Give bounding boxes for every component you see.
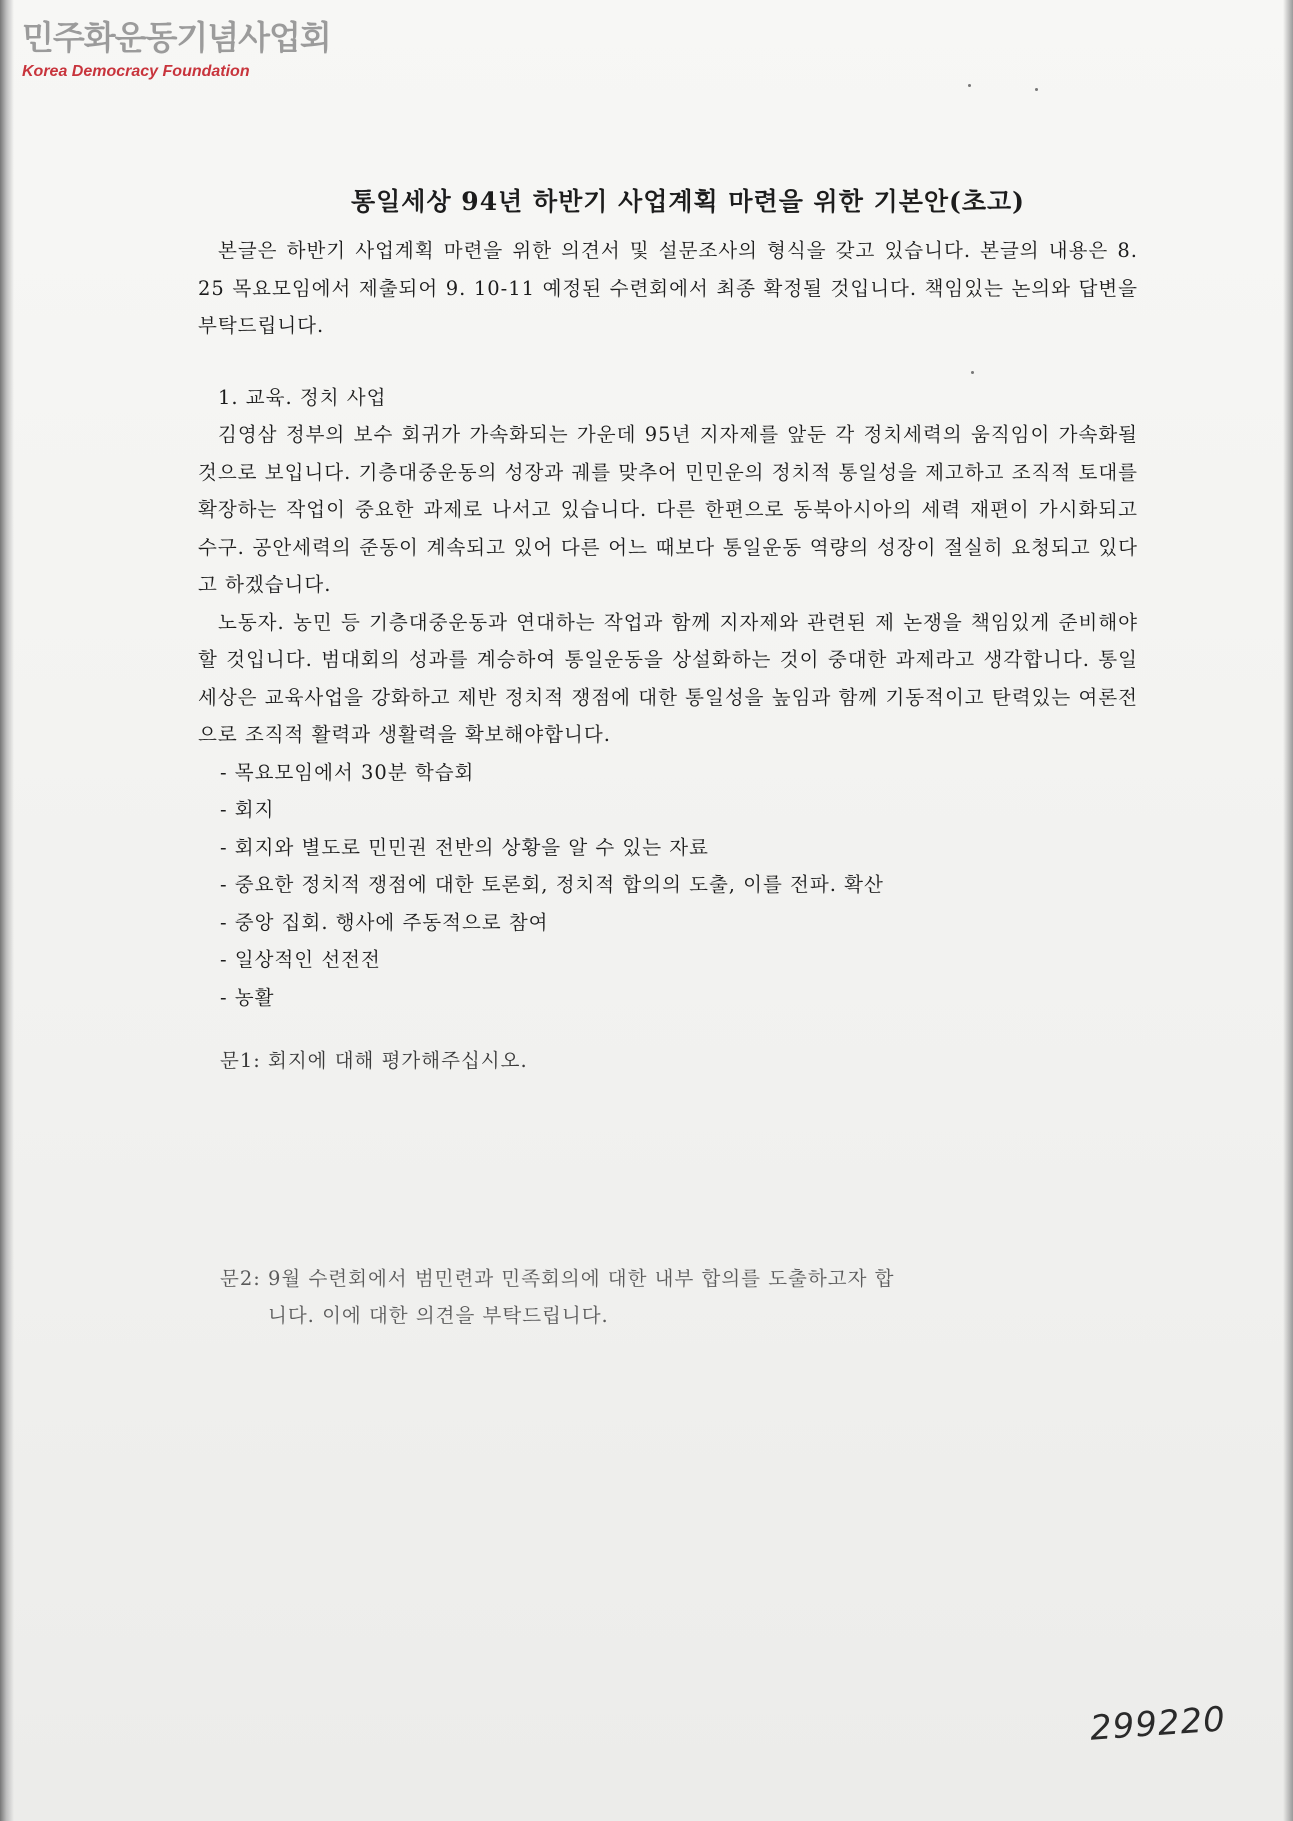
- question-1: 문1: 회지에 대해 평가해주십시오.: [220, 1049, 528, 1072]
- question-2-line-1: 문2: 9월 수련회에서 범민련과 민족회의에 대한 내부 합의를 도출하고자 합: [220, 1266, 895, 1290]
- scan-speck: [1035, 88, 1038, 91]
- section-paragraph-2: 노동자. 농민 등 기층대중운동과 연대하는 작업과 함께 지자제와 관련된 제 논쟁을 책임있게 준비해야 할 것입니다. 범대회의 성과를 계승하여 통일운동을 상설화하는 것이 중대한 과제라고 생각합니다. 통일세상은 교육사업을 강화하고 제반 정치적 쟁점에 대한 통일성을 높임과 함께 기동적이고 탄력있는 여론전으로 조직적 활력과 생활력을 확보해야합니다.: [198, 610, 1138, 746]
- section-heading: 1. 교육. 정치 사업: [218, 385, 387, 409]
- section-paragraph-1: 김영삼 정부의 보수 회귀가 가속화되는 가운데 95년 지자제를 앞둔 각 정치세력의 움직임이 가속화될 것으로 보입니다. 기층대중운동의 성장과 궤를 맞추어 민민운의 정치적 통일성을 제고하고 조직적 토대를 확장하는 작업이 중요한 과제로 나서고 있습니다. 다른 한편으로 동북아시아의 세력 재편이 가시화되고 수구. 공안세력의 준동이 계속되고 있어 다른 어느 때보다 통일운동 역량의 성장이 절실히 요청되고 있다고 하겠습니다.: [198, 423, 1138, 596]
- scan-left-edge-shadow: [0, 0, 14, 1821]
- intro-paragraph: 본글은 하반기 사업계획 마련을 위한 의견서 및 설문조사의 형식을 갖고 있습니다. 본글의 내용은 8. 25 목요모임에서 제출되어 9. 10-11 예정된 수련회에서 최종 확정될 것입니다. 책임있는 논의와 답변을 부탁드립니다.: [198, 239, 1138, 337]
- activity-list: [220, 754, 1138, 1017]
- document-title: 통일세상 94년 하반기 사업계획 마련을 위한 기본안(초고): [351, 187, 1025, 216]
- watermark-korean: 민주화운동기념사업회: [22, 18, 331, 57]
- list-item: - 일상적인 선전전: [220, 948, 381, 971]
- foundation-watermark: [22, 18, 331, 82]
- scan-speck: [968, 84, 971, 87]
- section-education-politics: [198, 379, 1138, 1017]
- list-item: - 중앙 집회. 행사에 주동적으로 참여: [220, 910, 549, 934]
- question-2-line-2: 니다. 이에 대한 의견을 부탁드립니다.: [268, 1304, 609, 1327]
- handwritten-archive-number: 299220: [1088, 1699, 1228, 1749]
- list-item: - 농활: [220, 985, 275, 1009]
- list-item: - 목요모임에서 30분 학습회: [220, 760, 475, 784]
- list-item: - 회지와 별도로 민민권 전반의 상황을 알 수 있는 자료: [220, 835, 709, 859]
- list-item: - 회지: [220, 798, 275, 821]
- list-item: - 중요한 정치적 쟁점에 대한 토론회, 정치적 합의의 도출, 이를 전파. 확산: [220, 873, 884, 896]
- watermark-english: Korea Democracy Foundation: [22, 63, 250, 80]
- document-body: [198, 182, 1138, 1335]
- scan-right-edge-shadow: [1283, 0, 1293, 1821]
- question-2: [220, 1260, 1138, 1335]
